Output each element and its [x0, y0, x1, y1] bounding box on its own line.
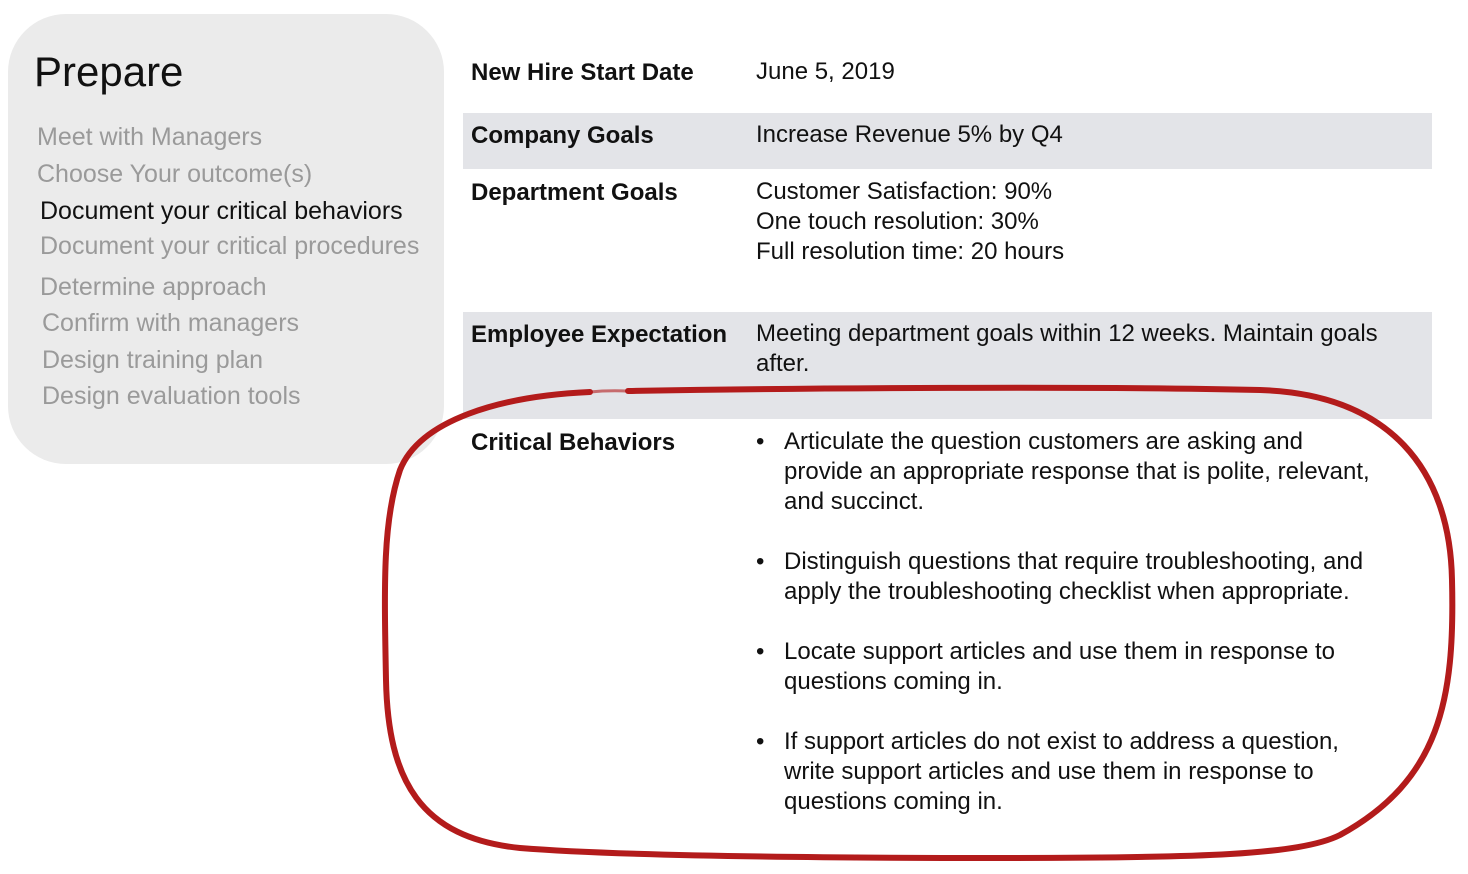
list-item — [756, 547, 1426, 607]
employee-expectation-label: Employee Expectation — [471, 321, 728, 348]
step-document-critical-procedures[interactable]: Document your critical procedures — [40, 232, 420, 260]
department-goal-line: One touch resolution: 30% — [756, 208, 1039, 235]
step-choose-outcomes[interactable]: Choose Your outcome(s) — [37, 160, 313, 188]
step-meet-with-managers[interactable]: Meet with Managers — [37, 123, 263, 151]
start-date-value: June 5, 2019 — [756, 58, 895, 85]
behavior-line: and succinct. — [784, 488, 925, 515]
panel-title: Prepare — [34, 48, 184, 95]
department-goals-value — [756, 177, 1064, 267]
behavior-line: questions coming in. — [784, 668, 1003, 695]
list-item — [756, 727, 1426, 817]
list-item — [756, 637, 1426, 697]
bullet-icon: • — [756, 638, 765, 665]
bullet-icon: • — [756, 428, 765, 455]
department-goal-line: Customer Satisfaction: 90% — [756, 178, 1053, 205]
behavior-line: Locate support articles and use them in response to — [784, 638, 1335, 665]
behavior-line: provide an appropriate response that is polite, relevant, — [784, 458, 1370, 485]
department-goals-label: Department Goals — [471, 179, 678, 206]
expectation-line: Meeting department goals within 12 weeks. Maintain goals — [756, 320, 1378, 347]
step-design-training-plan[interactable]: Design training plan — [42, 346, 263, 374]
critical-behaviors-label: Critical Behaviors — [471, 429, 676, 456]
critical-behaviors-list — [756, 427, 1426, 847]
step-document-critical-behaviors[interactable]: Document your critical behaviors — [40, 197, 403, 225]
department-goal-line: Full resolution time: 20 hours — [756, 238, 1065, 265]
company-goals-value: Increase Revenue 5% by Q4 — [756, 121, 1063, 148]
step-confirm-with-managers[interactable]: Confirm with managers — [42, 309, 300, 337]
start-date-label: New Hire Start Date — [471, 59, 694, 86]
employee-expectation-value — [756, 319, 1378, 379]
behavior-line: write support articles and use them in response to — [784, 758, 1314, 785]
behavior-line: questions coming in. — [784, 788, 1003, 815]
behavior-line: apply the troubleshooting checklist when appropriate. — [784, 578, 1350, 605]
bullet-icon: • — [756, 728, 765, 755]
expectation-line: after. — [756, 350, 810, 377]
company-goals-label: Company Goals — [471, 122, 654, 149]
behavior-line: Distinguish questions that require troubleshooting, and — [784, 548, 1364, 575]
step-design-evaluation-tools[interactable]: Design evaluation tools — [42, 382, 301, 410]
list-item — [756, 427, 1426, 517]
behavior-line: If support articles do not exist to address a question, — [784, 728, 1339, 755]
bullet-icon: • — [756, 548, 765, 575]
step-determine-approach[interactable]: Determine approach — [40, 273, 267, 301]
behavior-line: Articulate the question customers are asking and — [784, 428, 1303, 455]
